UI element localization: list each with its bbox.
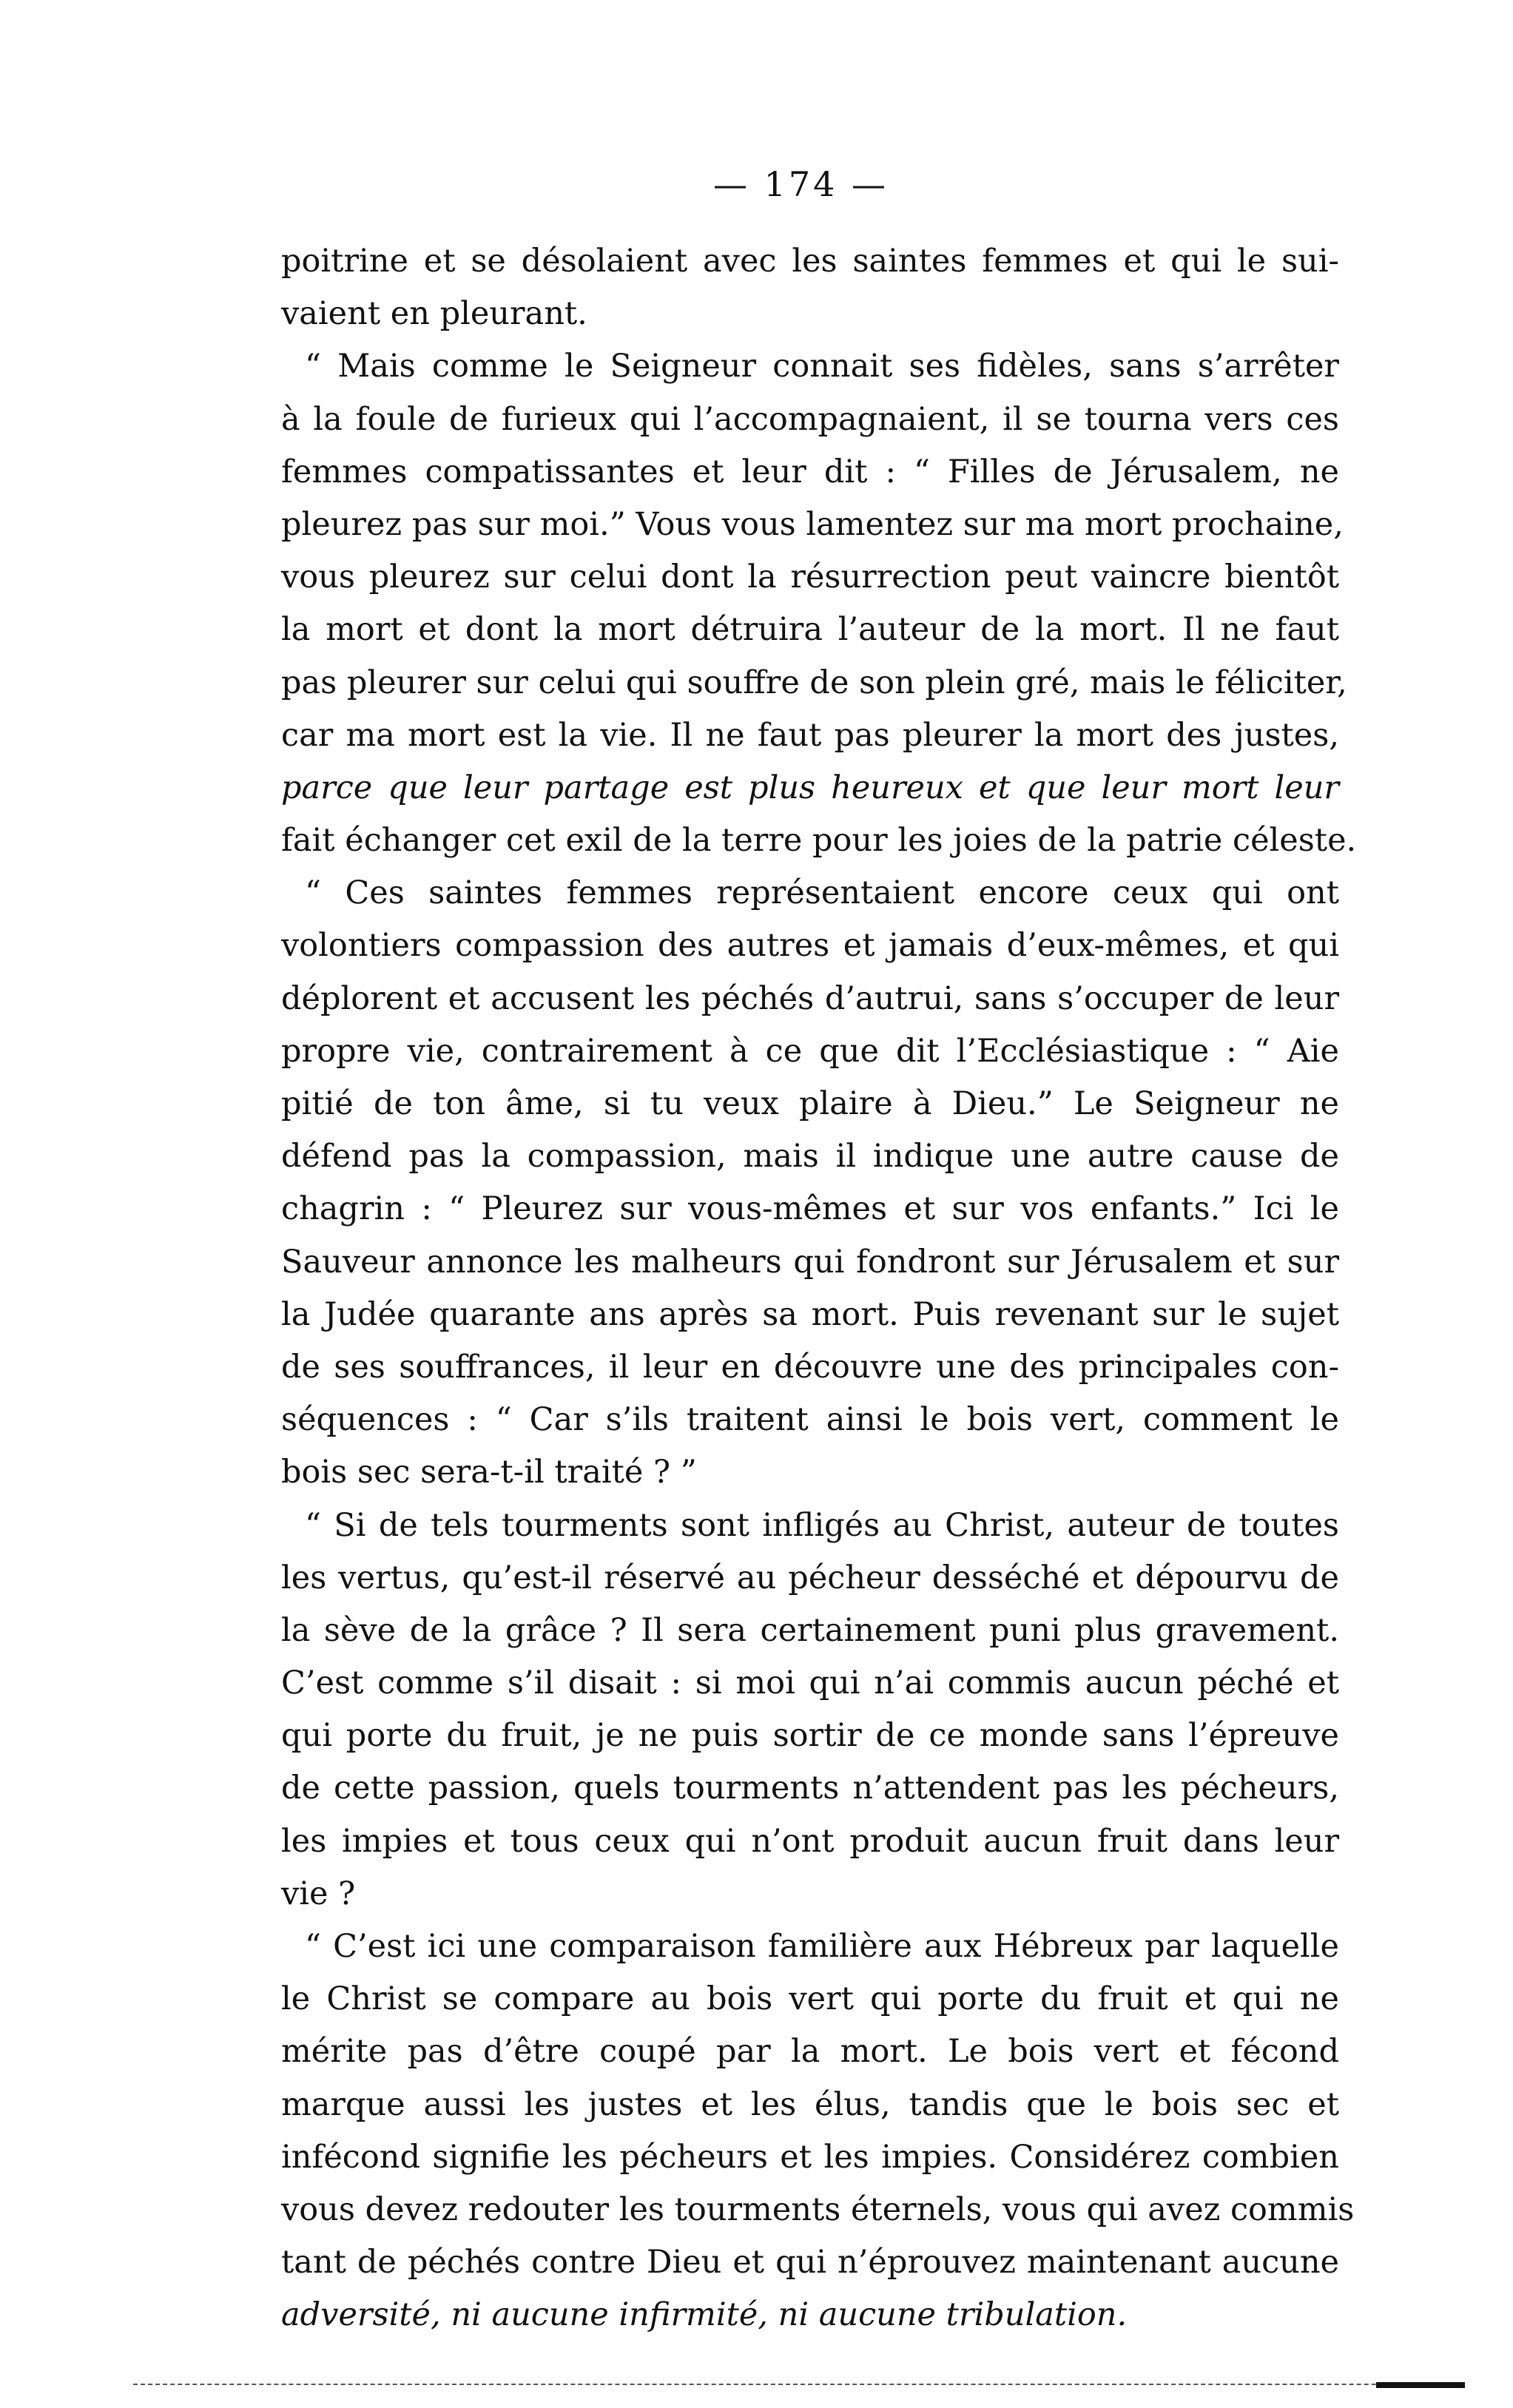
text-line: pleurez pas sur moi.” Vous vous lamentez sur ma mort prochaine, — [281, 505, 1344, 543]
text-line: à la foule de furieux qui l’accompagnaient, il se tourna vers ces — [281, 400, 1339, 438]
text-line: tant de péchés contre Dieu et qui n’éprouvez maintenant aucune — [281, 2244, 1339, 2281]
text-line: parce que leur partage est plus heureux et que leur mort leur — [281, 769, 1339, 806]
text-line: la sève de la grâce ? Il sera certainement puni plus gravement. — [281, 1611, 1339, 1649]
text-line: “ C’est ici une comparaison familière aux Hébreux par laquelle — [305, 1928, 1339, 1965]
text-line: propre vie, contrairement à ce que dit l’Ecclésiastique : “ Aie — [281, 1032, 1339, 1070]
text-line: C’est comme s’il disait : si moi qui n’ai commis aucun péché et — [281, 1665, 1339, 1702]
text-line: séquences : “ Car s’ils traitent ainsi le bois vert, comment le — [281, 1401, 1339, 1439]
text-line: vous pleurez sur celui dont la résurrection peut vaincre bientôt — [281, 559, 1339, 596]
bottom-rule-mark — [1376, 2382, 1465, 2388]
text-line: adversité, ni aucune infirmité, ni aucune tribulation. — [281, 2296, 1128, 2334]
text-line: bois sec sera-t-il traité ? ” — [281, 1454, 697, 1491]
text-line: la mort et dont la mort détruira l’auteur de la mort. Il ne faut — [281, 611, 1339, 649]
text-line: pitié de ton âme, si tu veux plaire à Dieu.” Le Seigneur ne — [281, 1085, 1339, 1122]
text-line: infécond signifie les pécheurs et les impies. Considérez combien — [281, 2138, 1339, 2176]
text-line: fait échanger cet exil de la terre pour les joies de la patrie céleste. — [281, 822, 1357, 860]
text-line: marque aussi les justes et les élus, tandis que le bois sec et — [281, 2085, 1339, 2123]
bottom-rule — [133, 2384, 1465, 2388]
text-line: mérite pas d’être coupé par la mort. Le bois vert et fécond — [281, 2033, 1339, 2071]
text-line: qui porte du fruit, je ne puis sortir de ce monde sans l’épreuve — [281, 1717, 1339, 1755]
text-line: Sauveur annonce les malheurs qui fondront sur Jérusalem et sur — [281, 1243, 1339, 1281]
text-line: poitrine et se désolaient avec les saintes femmes et qui le sui- — [281, 243, 1339, 280]
text-line: “ Mais comme le Seigneur connait ses fidèles, sans s’arrêter — [305, 348, 1339, 385]
text-line: vous devez redouter les tourments éternels, vous qui avez commis — [281, 2191, 1355, 2228]
text-line: volontiers compassion des autres et jamais d’eux-mêmes, et qui — [281, 927, 1339, 965]
text-line: pas pleurer sur celui qui souffre de son plein gré, mais le féliciter, — [281, 664, 1347, 701]
text-line: défend pas la compassion, mais il indique une autre cause de — [281, 1138, 1339, 1176]
text-line: de ses souffrances, il leur en découvre une des principales con- — [281, 1348, 1339, 1386]
text-line: femmes compatissantes et leur dit : “ Filles de Jérusalem, ne — [281, 453, 1339, 490]
page-number: — 174 — — [712, 164, 889, 204]
text-line: vaient en pleurant. — [281, 295, 587, 333]
text-line: chagrin : “ Pleurez sur vous-mêmes et sur vos enfants.” Ici le — [281, 1190, 1339, 1228]
text-line: vie ? — [281, 1875, 356, 1912]
text-line: car ma mort est la vie. Il ne faut pas pleurer la mort des justes, — [281, 716, 1339, 754]
text-line: de cette passion, quels tourments n’attendent pas les pécheurs, — [281, 1770, 1339, 1807]
text-line: “ Ces saintes femmes représentaient encore ceux qui ont — [305, 874, 1339, 912]
text-line: déplorent et accusent les péchés d’autrui, sans s’occuper de leur — [281, 979, 1339, 1017]
text-line: “ Si de tels tourments sont infligés au Christ, auteur de toutes — [305, 1506, 1339, 1544]
text-line: la Judée quarante ans après sa mort. Puis revenant sur le sujet — [281, 1295, 1339, 1333]
text-line: le Christ se compare au bois vert qui porte du fruit et qui ne — [281, 1980, 1339, 2018]
text-line: les impies et tous ceux qui n’ont produit aucun fruit dans leur — [281, 1822, 1339, 1860]
body-text — [281, 235, 1357, 2342]
text-line: les vertus, qu’est-il réservé au pécheur desséché et dépourvu de — [281, 1559, 1339, 1596]
